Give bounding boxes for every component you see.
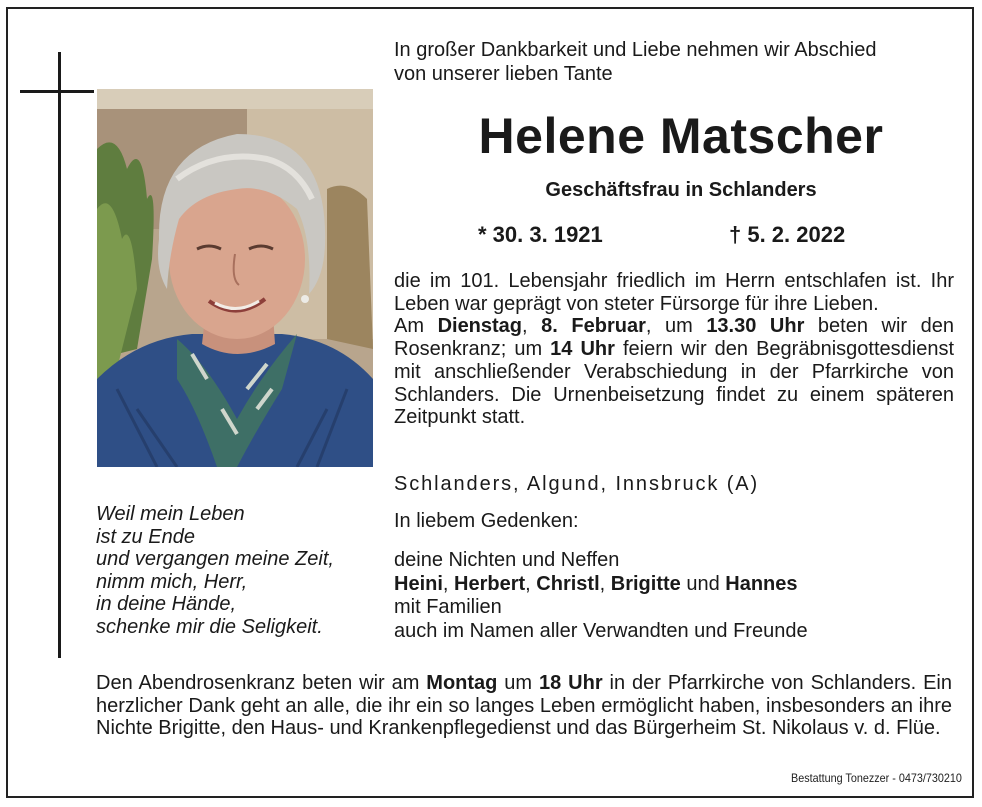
poem-line: nimm mich, Herr,: [96, 570, 248, 593]
mourner-name: Brigitte: [610, 572, 681, 595]
intro-line-1: In großer Dankbarkeit und Liebe nehmen wir Abschied: [394, 39, 877, 61]
funeral-home-footer: Bestattung Tonezzer - 0473/730210: [791, 771, 962, 785]
intro-line-2: von unserer lieben Tante: [394, 63, 613, 85]
poem-line: in deine Hände,: [96, 593, 237, 616]
portrait-photo: [97, 89, 373, 467]
service-date: 8. Februar: [541, 315, 646, 338]
mourners-names: [394, 573, 954, 597]
text-fragment: feiern wir den Begräbnisgottesdienst mit anschließender Verabschiedung in der Pfarrkirche von Schlanders. Die Urnenbeisetzung findet zu einem späteren Zeitpunkt statt.: [394, 338, 954, 429]
text-fragment: Am: [394, 315, 438, 338]
death-date: † 5. 2. 2022: [729, 222, 846, 247]
evening-rosary-time: 18 Uhr: [539, 672, 603, 694]
mourner-name: Heini: [394, 572, 443, 595]
separator: ,: [525, 572, 537, 595]
text-fragment: um: [497, 672, 539, 694]
mourners-line-4: auch im Namen aller Verwandten und Freunde: [394, 619, 808, 642]
text-fragment: ,: [522, 315, 542, 338]
closing-text: [96, 672, 952, 740]
funeral-time: 14 Uhr: [550, 338, 615, 361]
poem-line: ist zu Ende: [96, 525, 195, 548]
text-fragment: , um: [645, 315, 707, 338]
cross-icon: [58, 52, 61, 658]
text-fragment: Den Abendrosenkranz beten wir am: [96, 672, 427, 694]
rosary-time: 13.30 Uhr: [706, 315, 805, 338]
obituary-body: [394, 270, 954, 429]
mourner-name: Hannes: [725, 572, 798, 595]
mourners-list: [394, 549, 954, 643]
mourners-line-3: mit Familien: [394, 596, 502, 618]
mourner-name: Christl: [536, 572, 600, 595]
separator: ,: [442, 572, 455, 595]
family-places: Schlanders, Algund, Innsbruck (A): [394, 473, 760, 495]
poem-line: Weil mein Leben: [96, 503, 245, 525]
cross-bar: [20, 90, 94, 93]
mourner-name: Herbert: [454, 572, 526, 595]
intro-text: [394, 38, 954, 86]
occupation: Geschäftsfrau in Schlanders: [545, 179, 817, 201]
remembrance-heading: In liebem Gedenken:: [394, 510, 579, 532]
poem: [96, 503, 334, 639]
mourners-line-1: deine Nichten und Neffen: [394, 549, 620, 571]
text-fragment: in der Pfarrkirche von Schlanders. Ein herzlicher Dank geht an alle, die ihr ein so langes Leben ermöglicht haben, insbesonders an ihre Nichte Brigitte, den Haus- und Krankenpflegedienst und das Bürgerheim St. Nikolaus v. d. Flüe.: [96, 672, 953, 740]
deceased-name: Helene Matscher: [478, 108, 884, 164]
rosary-day: Montag: [426, 672, 498, 694]
service-day: Dienstag: [437, 315, 523, 338]
body-paragraph-2: [394, 315, 954, 429]
text-fragment: beten wir den Rosenkranz; um: [394, 315, 955, 361]
birth-date: * 30. 3. 1921: [478, 222, 603, 247]
poem-line: und vergangen meine Zeit,: [96, 548, 334, 571]
poem-line: schenke mir die Seligkeit.: [96, 615, 323, 638]
body-paragraph-1: die im 101. Lebensjahr friedlich im Herrn entschlafen ist. Ihr Leben war geprägt von steter Fürsorge für ihre Lieben.: [394, 270, 954, 315]
separator: und: [680, 572, 726, 595]
separator: ,: [599, 572, 611, 595]
